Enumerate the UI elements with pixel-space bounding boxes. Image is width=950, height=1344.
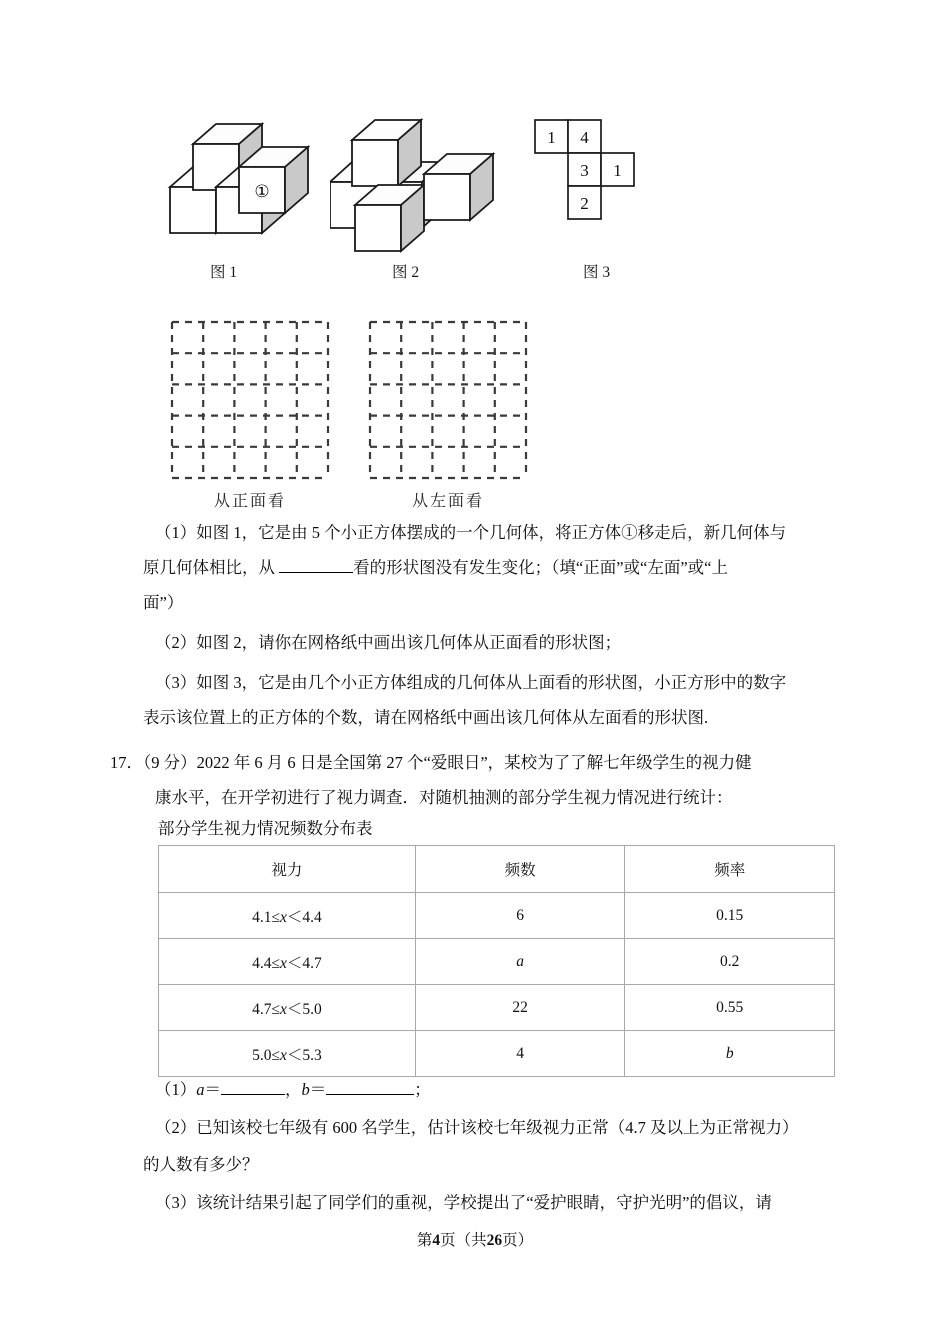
grid-front-view xyxy=(170,320,330,510)
grid-front-view-caption: 从正面看 xyxy=(213,493,286,510)
q17-number: 17 xyxy=(110,753,127,772)
range-high: 5.0 xyxy=(302,1000,322,1018)
grid-front-view-svg xyxy=(170,320,330,480)
figure-2-svg xyxy=(330,110,520,260)
figure-1 xyxy=(165,110,315,281)
grid-left-view xyxy=(368,320,528,510)
figure-3-cell-value: 4 xyxy=(580,128,589,147)
figure-3 xyxy=(530,115,645,281)
figure-1-cube-label: ① xyxy=(254,182,270,201)
table-row xyxy=(159,985,835,1031)
table-body xyxy=(159,893,835,1077)
table-cell-rate: 0.15 xyxy=(625,893,835,939)
table-header-frequency-count: 频数 xyxy=(415,846,625,893)
q16-part1-line2 xyxy=(143,550,863,585)
figure-3-cell-value: 3 xyxy=(580,161,589,180)
footer-total-pages: 26 xyxy=(486,1232,503,1249)
range-high: 4.4 xyxy=(302,908,322,926)
range-op2: ＜ xyxy=(286,954,303,972)
table-cell-freq: 4 xyxy=(415,1031,625,1077)
range-op1: ≤ xyxy=(271,1000,280,1018)
figure-3-caption: 图 3 xyxy=(583,264,611,281)
q17-stem-text: ．（9 分）2022 年 6 月 6 日是全国第 27 个“爱眼日”，某校为了了解七年级学生的视力健 xyxy=(126,753,752,772)
q17-stem-line2: 康水平，在开学初进行了视力调查．对随机抽测的部分学生视力情况进行统计： xyxy=(155,788,733,807)
grid-paper-row xyxy=(0,312,950,512)
q17-fill-blank-b[interactable] xyxy=(326,1094,414,1095)
figure-3-svg xyxy=(530,115,645,230)
q16-part1-line2-pre: 原几何体相比，从 xyxy=(143,558,280,577)
table-row xyxy=(159,939,835,985)
figure-3-cell-value: 1 xyxy=(547,128,556,147)
table-row xyxy=(159,1031,835,1077)
q17-eq1: ＝ xyxy=(204,1080,221,1099)
q16-part3-line1: （3）如图 3，它是由几个小正方体组成的几何体从上面看的形状图，小正方形中的数字 xyxy=(155,673,787,692)
range-op2: ＜ xyxy=(286,1000,303,1018)
figures-row xyxy=(0,100,950,300)
range-high: 4.7 xyxy=(302,954,322,972)
grid-left-view-svg xyxy=(368,320,528,480)
table-cell-freq: 6 xyxy=(415,893,625,939)
figure-2-caption: 图 2 xyxy=(392,264,420,281)
q17-stem-line1 xyxy=(110,745,855,780)
figure-1-svg xyxy=(165,110,315,260)
figure-2 xyxy=(330,110,520,281)
range-low: 4.1 xyxy=(252,908,272,926)
q17-part2-line2: 的人数有多少？ xyxy=(143,1155,259,1174)
freq-table-title: 部分学生视力情况频数分布表 xyxy=(158,819,373,838)
q17-part3-line1: （3）该统计结果引起了同学们的重视，学校提出了“爱护眼睛，守护光明”的倡议，请 xyxy=(155,1193,772,1212)
range-op2: ＜ xyxy=(286,908,303,926)
footer-page-number: 4 xyxy=(432,1232,441,1249)
q17-part1 xyxy=(155,1072,431,1107)
table-cell-range xyxy=(159,893,416,939)
figure-1-caption: 图 1 xyxy=(210,264,238,281)
table-header-frequency-rate: 频率 xyxy=(625,846,835,893)
footer-suffix: 页） xyxy=(502,1232,534,1249)
table-header-vision: 视力 xyxy=(159,846,416,893)
q17-eq2: ＝ xyxy=(309,1080,327,1099)
range-op1: ≤ xyxy=(271,908,280,926)
q16-part3-line2: 表示该位置上的正方体的个数，请在网格纸中画出该几何体从左面看的形状图. xyxy=(143,708,709,727)
range-low: 4.7 xyxy=(252,1000,272,1018)
table-row xyxy=(159,893,835,939)
q17-var-a: a xyxy=(196,1080,205,1099)
range-var: x xyxy=(279,908,287,926)
table-header-row xyxy=(159,846,835,893)
table-cell-rate: 0.2 xyxy=(625,939,835,985)
frequency-distribution-table xyxy=(158,845,835,1077)
q16-part1-line2-post: 看的形状图没有发生变化；（填“正面”或“左面”或“上 xyxy=(353,558,728,577)
table-cell-rate: b xyxy=(625,1031,835,1077)
q17-part2-line1: （2）已知该校七年级有 600 名学生，估计该校七年级视力正常（4.7 及以上为正常视力） xyxy=(155,1118,799,1137)
q17-part1-end: ； xyxy=(414,1080,431,1099)
q17-part1-prefix: （1） xyxy=(155,1080,197,1099)
figure-3-cell-value: 1 xyxy=(613,161,622,180)
page-footer xyxy=(0,1228,950,1250)
q17-sep: ， xyxy=(285,1080,302,1099)
range-op1: ≤ xyxy=(271,954,280,972)
table-cell-range xyxy=(159,1031,416,1077)
footer-prefix: 第 xyxy=(416,1232,433,1249)
table-cell-freq: 22 xyxy=(415,985,625,1031)
q17-var-b: b xyxy=(301,1080,310,1099)
range-op2: ＜ xyxy=(286,1046,303,1064)
table-cell-range xyxy=(159,985,416,1031)
figure-3-cell-value: 2 xyxy=(580,194,589,213)
range-low: 5.0 xyxy=(252,1046,272,1064)
q16-part2: （2）如图 2，请你在网格纸中画出该几何体从正面看的形状图； xyxy=(155,633,622,652)
range-var: x xyxy=(279,1046,287,1064)
q16-fill-blank-view[interactable] xyxy=(279,572,353,573)
range-op1: ≤ xyxy=(271,1046,280,1064)
table-cell-range xyxy=(159,939,416,985)
grid-left-view-caption: 从左面看 xyxy=(411,493,484,510)
range-low: 4.4 xyxy=(252,954,272,972)
q17-fill-blank-a[interactable] xyxy=(221,1094,285,1095)
footer-mid: 页（共 xyxy=(440,1232,487,1249)
range-var: x xyxy=(279,954,287,972)
q16-part1-line3: 面”） xyxy=(143,593,184,612)
table-cell-freq: a xyxy=(415,939,625,985)
range-var: x xyxy=(279,1000,287,1018)
range-high: 5.3 xyxy=(302,1046,322,1064)
q16-part1-line1: （1）如图 1，它是由 5 个小正方体摆成的一个几何体，将正方体①移走后，新几何体与 xyxy=(155,523,787,542)
table-cell-rate: 0.55 xyxy=(625,985,835,1031)
